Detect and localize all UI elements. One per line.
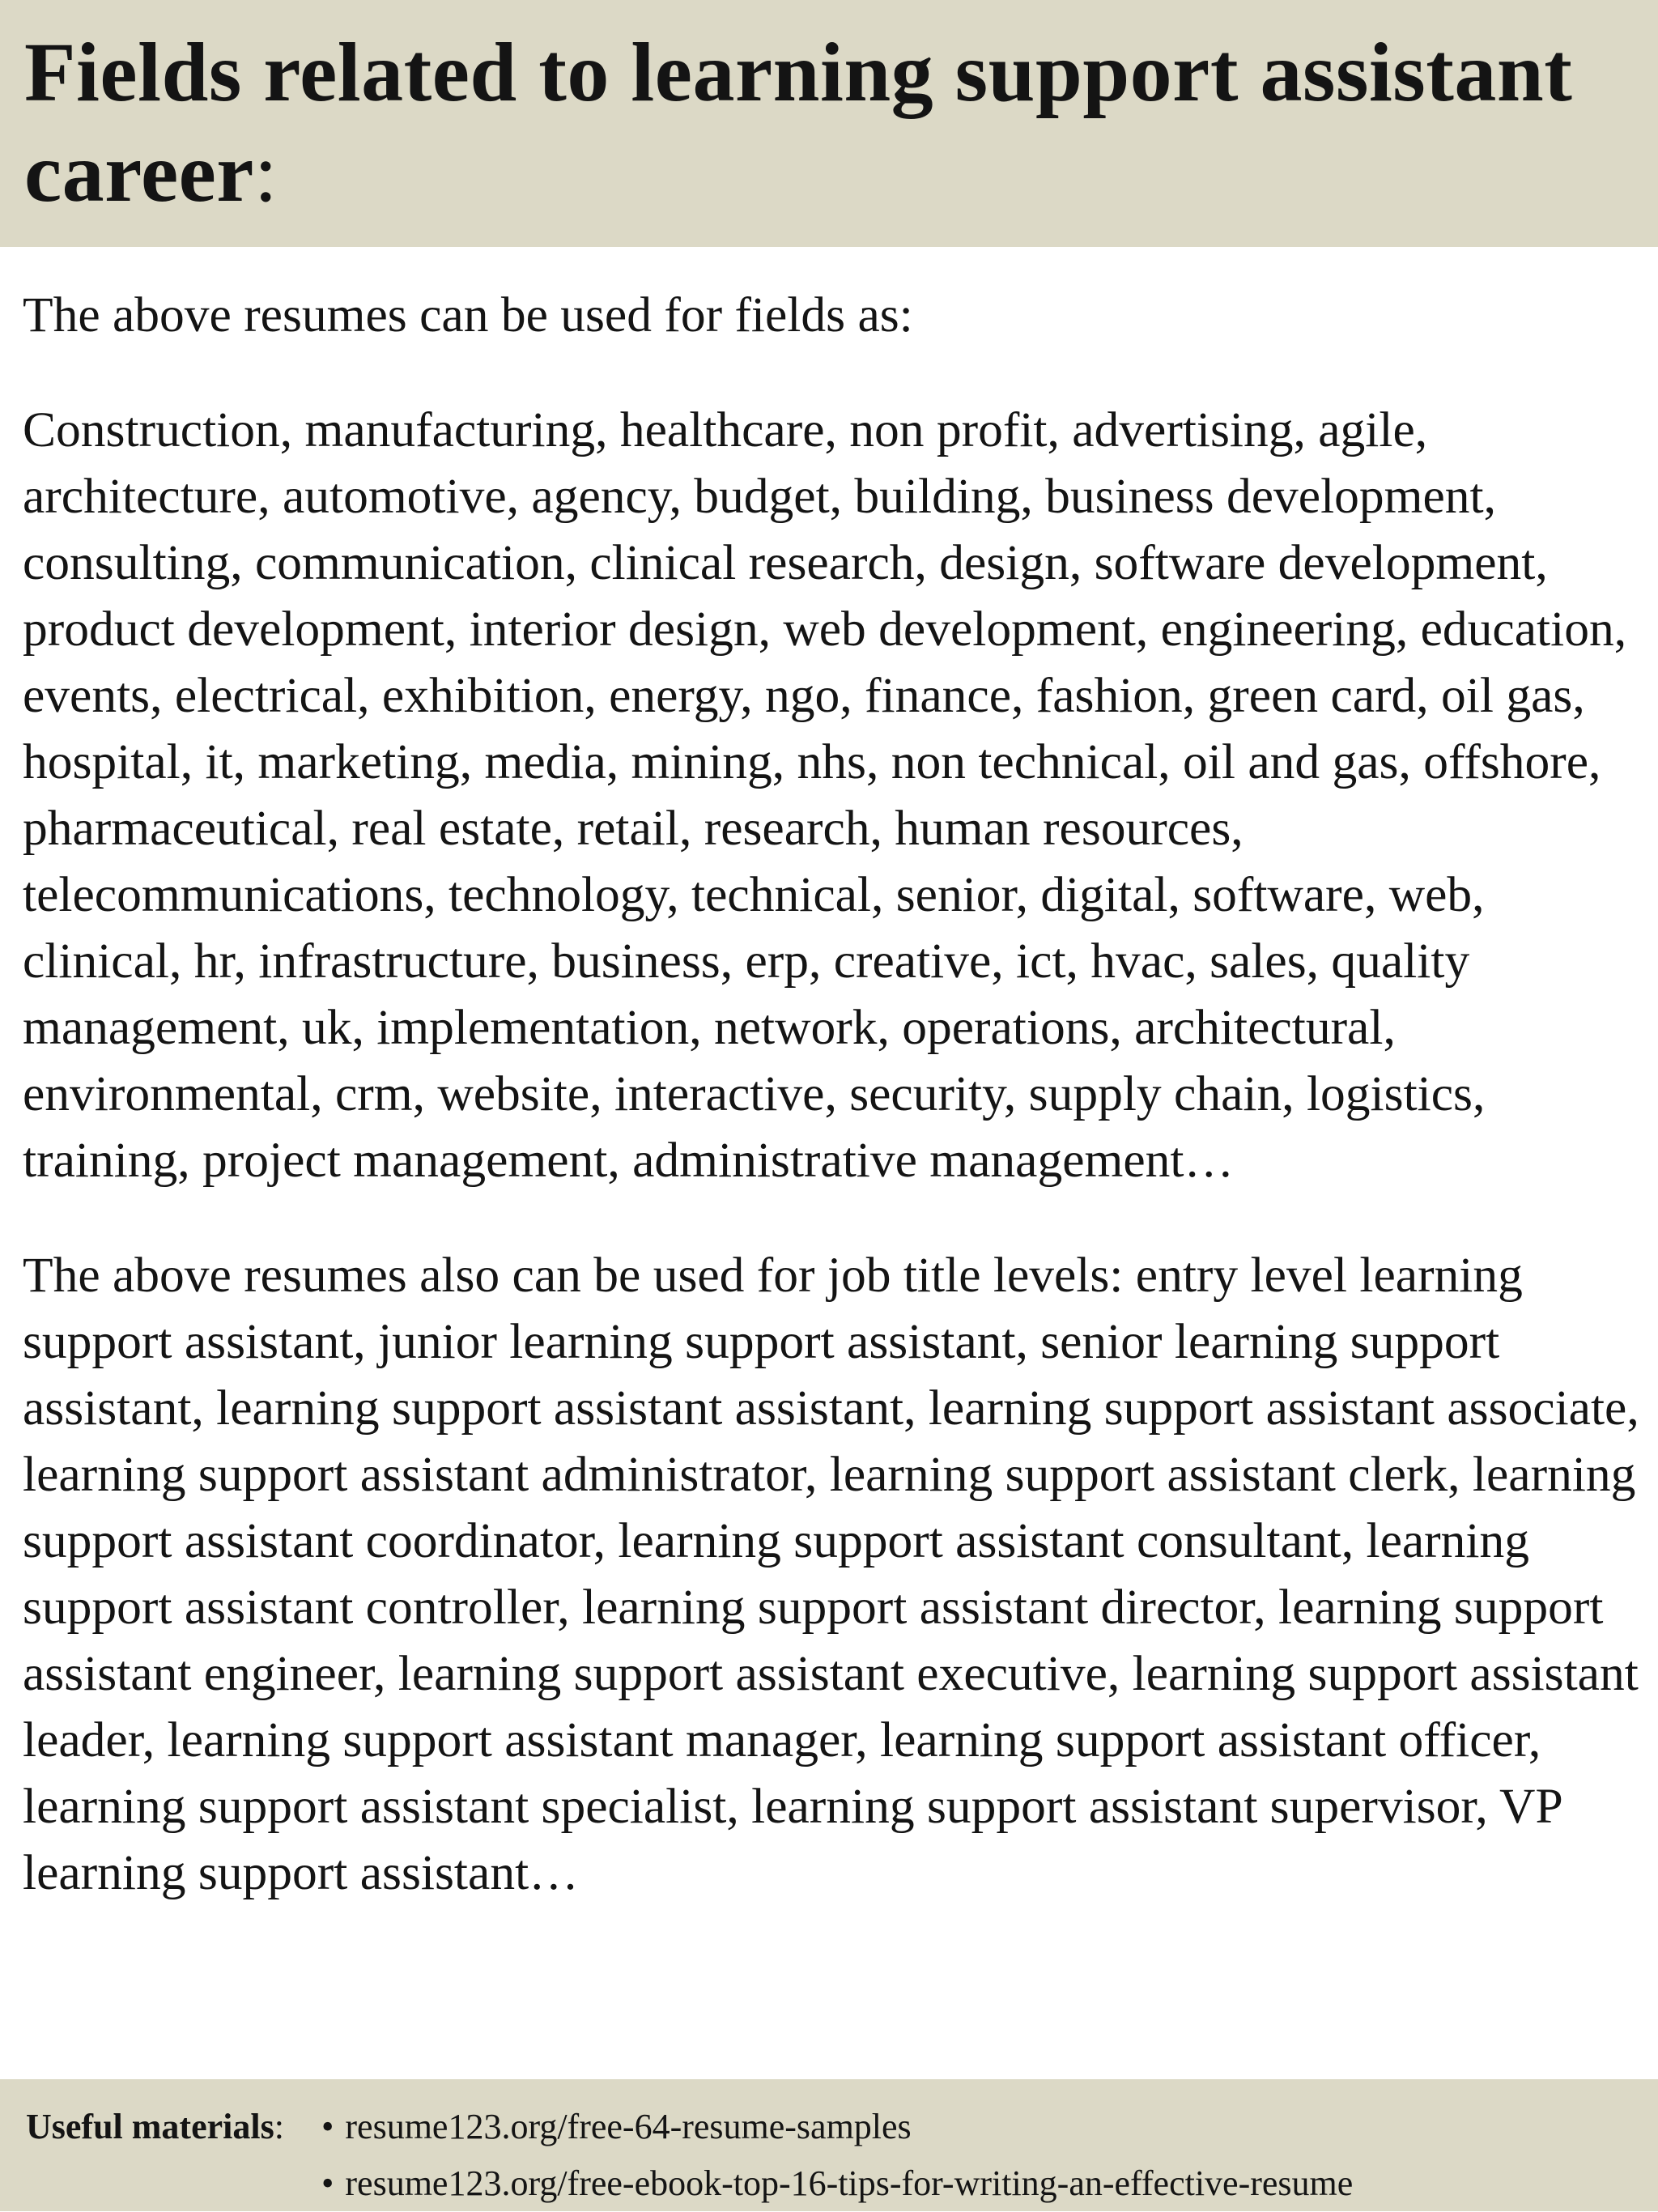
- page-title: [24, 23, 1634, 223]
- job-levels-paragraph: The above resumes also can be used for job title levels: entry level learning support assistant, junior learning support assistant, senior learning support assistant, learning support assistant assistant, learning support assistant associate, learning support assistant administrator, learning support assistant clerk, learning support assistant coordinator, learning support assistant consultant, learning support assistant controller, learning support assistant director, learning support assistant engineer, learning support assistant executive, learning support assistant leader, learning support assistant manager, learning support assistant officer, learning support assistant specialist, learning support assistant supervisor, VP learning support assistant…: [23, 1248, 1639, 1900]
- useful-materials-label: Useful materials: [26, 2107, 274, 2146]
- useful-materials-item: [321, 2099, 1353, 2155]
- intro-paragraph: The above resumes can be used for fields as:: [23, 287, 913, 342]
- header-band: [0, 0, 1658, 247]
- main-content: [23, 282, 1642, 1906]
- useful-materials-list: [321, 2099, 1353, 2212]
- useful-materials: [26, 2099, 1658, 2212]
- resume-ebook-link[interactable]: resume123.org/free-ebook-top-16-tips-for-writing-an-effective-resume: [345, 2163, 1354, 2203]
- page-title-text: Fields related to learning support assistant career: [24, 26, 1573, 219]
- useful-materials-colon: :: [274, 2107, 284, 2146]
- resume-samples-link[interactable]: resume123.org/free-64-resume-samples: [345, 2107, 912, 2146]
- footer-band: [0, 2079, 1658, 2211]
- bullet-icon: •: [321, 2163, 334, 2203]
- page-title-colon: :: [253, 126, 278, 219]
- bullet-icon: •: [321, 2107, 334, 2146]
- fields-paragraph: Construction, manufacturing, healthcare, non profit, advertising, agile, architecture, automotive, agency, budget, building, business development, consulting, communication, clinical research, design, software development, product development, interior design, web development, engineering, education, events, electrical, exhibition, energy, ngo, finance, fashion, green card, oil gas, hospital, it, marketing, media, mining, nhs, non technical, oil and gas, offshore, pharmaceutical, real estate, retail, research, human resources, telecommunications, technology, technical, senior, digital, software, web, clinical, hr, infrastructure, business, erp, creative, ict, hvac, sales, quality management, uk, implementation, network, operations, architectural, environmental, crm, website, interactive, security, supply chain, logistics, training, project management, administrative management…: [23, 402, 1627, 1188]
- useful-materials-label-wrap: [26, 2099, 321, 2212]
- useful-materials-item: [321, 2155, 1353, 2212]
